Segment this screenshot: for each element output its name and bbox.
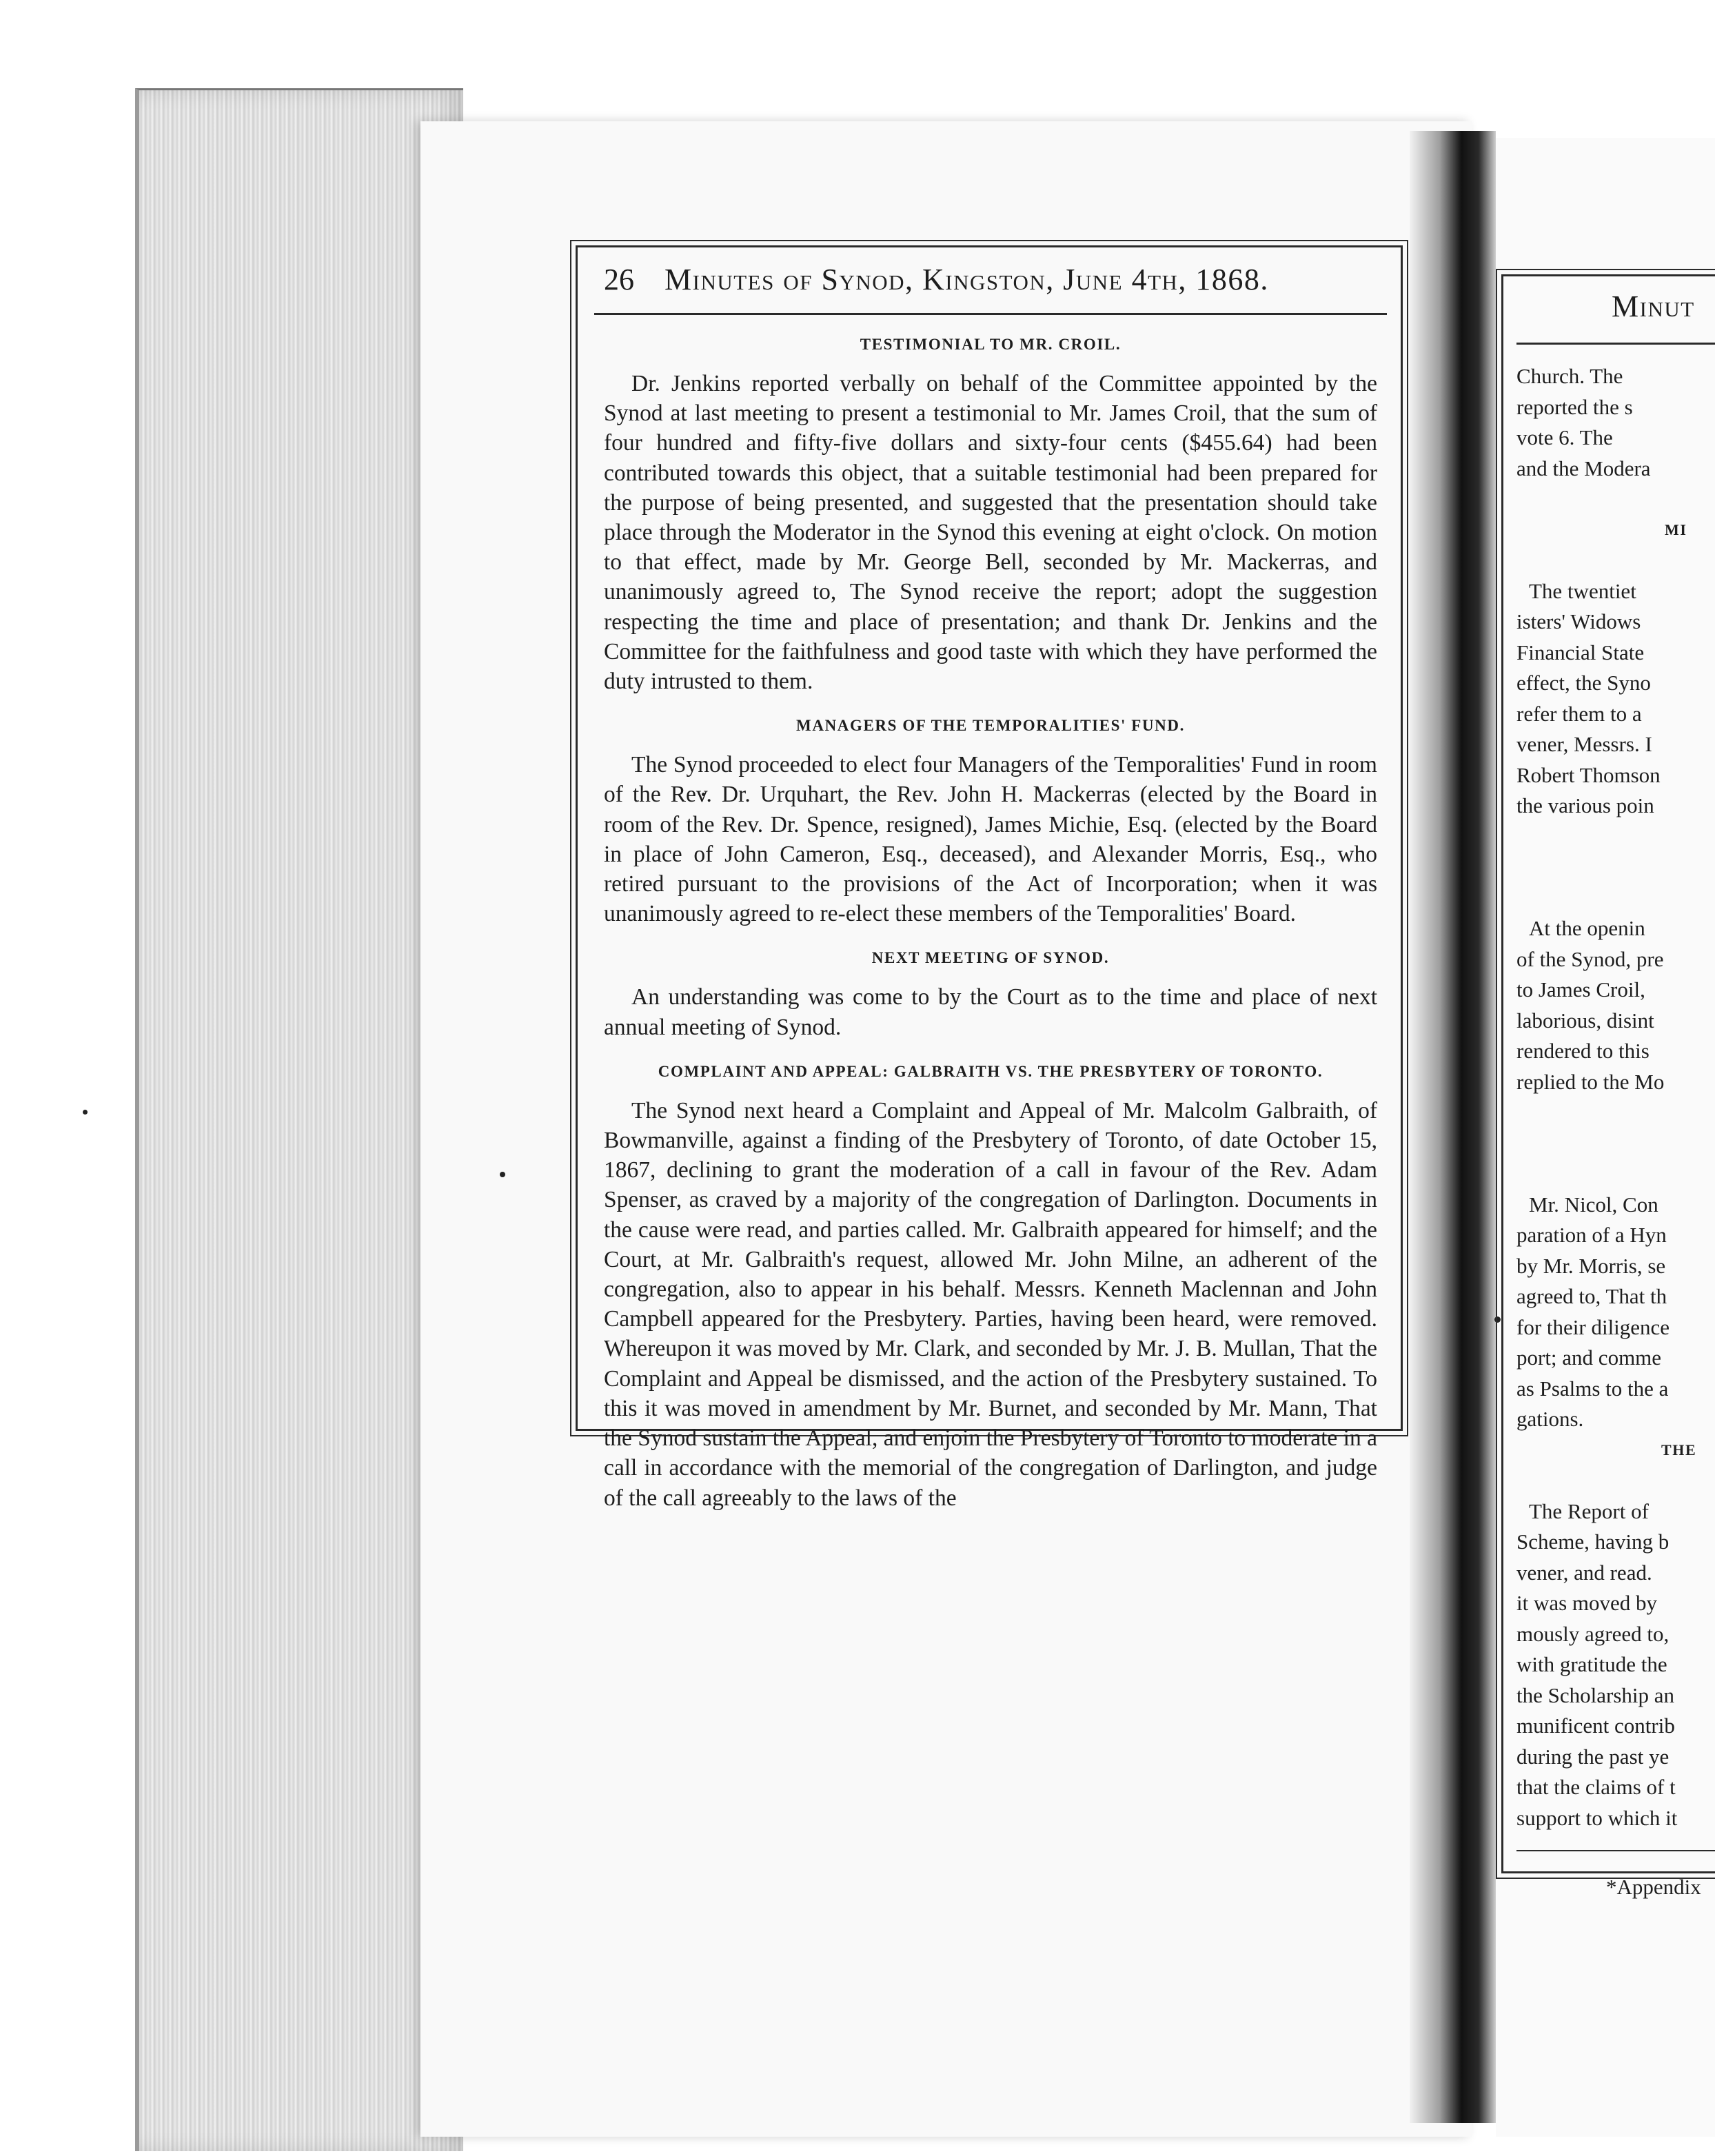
facing-page-line: and the Modera xyxy=(1516,456,1651,480)
page-body xyxy=(604,259,1377,1531)
section-heading: COMPLAINT AND APPEAL: GALBRAITH VS. THE PRESBYTERY OF TORONTO. xyxy=(658,1062,1323,1080)
section-heading: TESTIMONIAL TO MR. CROIL. xyxy=(860,336,1122,353)
facing-page-line xyxy=(1516,883,1715,914)
facing-page-line xyxy=(1516,852,1715,883)
facing-page-line: during the past ye xyxy=(1516,1744,1670,1769)
running-title: Minutes of Synod, Kingston, June 4th, 1868. xyxy=(664,263,1269,296)
facing-page-line: reported the s xyxy=(1516,394,1633,419)
facing-page-line: vener, and read. xyxy=(1516,1560,1652,1585)
facing-page-line: Robert Thomson xyxy=(1516,762,1661,787)
facing-running-head: Minut xyxy=(1516,286,1715,345)
facing-page-line: The twentiet xyxy=(1529,578,1636,603)
facing-page-line: as Psalms to the a xyxy=(1516,1376,1669,1401)
facing-page-line: refer them to a xyxy=(1516,701,1642,726)
facing-page-line: replied to the Mo xyxy=(1516,1069,1665,1094)
facing-page-line: THE xyxy=(1661,1441,1697,1458)
ink-speck xyxy=(83,1110,88,1115)
facing-page-line: munificent contrib xyxy=(1516,1713,1675,1738)
facing-page-line: port; and comme xyxy=(1516,1345,1662,1370)
facing-page-line: paration of a Hyn xyxy=(1516,1223,1667,1247)
facing-page-line: for their diligence xyxy=(1516,1314,1670,1339)
section-managers xyxy=(604,714,1377,928)
page-number: 26 xyxy=(604,263,634,296)
facing-page-line: to James Croil, xyxy=(1516,977,1645,1001)
footnote-rule xyxy=(1516,1850,1715,1851)
ink-speck xyxy=(1494,1316,1501,1323)
section-next-meeting xyxy=(604,946,1377,1041)
facing-page-line: support to which it xyxy=(1516,1805,1678,1830)
facing-page-line: the various poin xyxy=(1516,793,1654,817)
facing-page-line: Church. The xyxy=(1516,364,1623,388)
facing-page-line: vote 6. The xyxy=(1516,425,1613,449)
facing-page-line xyxy=(1516,1128,1715,1159)
facing-page-line: by Mr. Morris, se xyxy=(1516,1253,1666,1278)
facing-page-line: the Scholarship an xyxy=(1516,1682,1675,1707)
facing-page-line: Scheme, having b xyxy=(1516,1529,1670,1554)
facing-page-line: MI xyxy=(1665,520,1687,538)
facing-page-line xyxy=(1516,1097,1715,1128)
running-head xyxy=(594,259,1387,315)
paragraph: The Synod next heard a Complaint and Appeal of Mr. Malcolm Galbraith, of Bowmanville, against a finding of the Presbytery of Toronto, of date October 15, 1867, declining to grant the moderation of a call in favour of the Rev. Adam Spenser, as craved by a majority of the congregation of Darlington. Documents in the cause were read, and parties called. Mr. Galbraith appeared for himself; and the Court, at Mr. Galbraith's request, allowed Mr. John Milne, an adherent of the congregation, also to appear in his behalf. Messrs. Kenneth Maclennan and John Campbell appeared for the Presbytery. Parties, having been heard, were removed. Whereupon it was moved by Mr. Clark, and seconded by Mr. J. B. Mullan, That the Complaint and Appeal be dismissed, and the action of the Presbytery sustained. To this it was moved in amendment by Mr. Burnet, and seconded by Mr. Mann, That the Synod sustain the Appeal, and enjoin the Presbytery of Toronto to moderate in a call in accordance with the memorial of the congregation of Darlington, and judge of the call agreeably to the laws of the xyxy=(604,1097,1377,1511)
section-testimonial xyxy=(604,333,1377,696)
facing-page-line xyxy=(1516,484,1715,515)
facing-page-line xyxy=(1516,1159,1715,1190)
facing-page-lines xyxy=(1516,361,1715,1833)
paragraph: Dr. Jenkins reported verbally on behalf of the Committee appointed by the Synod at last meeting to present a testimonial to Mr. James Croil, that the sum of four hundred and fifty-five dollars and sixty-four cents ($455.64) had been contributed towards this object, that a suitable testimonial had been prepared for the purpose of being presented, and suggested that the presentation should take place through the Moderator in the Synod this evening at eight o'clock. On motion to that effect, made by Mr. George Bell, seconded by Mr. Mackerras, and unanimously agreed to, The Synod receive the report; adopt the suggestion respecting the time and place of presentation; and thank Dr. Jenkins and the Committee for the faithfulness and good taste with which they have performed the duty intrusted to them. xyxy=(604,371,1377,695)
facing-page-line: rendered to this xyxy=(1516,1039,1650,1063)
book-page-edges xyxy=(135,88,463,2151)
paragraph: The Synod proceeded to elect four Managers of the Temporalities' Fund in room of the Rev. Dr. Urquhart, the Rev. John H. Mackerras (elected by the Board in room of the Rev. Dr. Spence, resigned), James Michie, Esq. (elected by the Board in place of John Cameron, Esq., deceased), and Alexander Morris, Esq., who retired pursuant to the provisions of the Act of Incorporation; when it was unanimously agreed to re-elect these members of the Temporalities' Board. xyxy=(604,752,1377,927)
facing-page-line: that the claims of t xyxy=(1516,1775,1676,1799)
facing-page-line xyxy=(1516,822,1715,853)
facing-page-line xyxy=(1516,1465,1715,1496)
section-heading: MANAGERS OF THE TEMPORALITIES' FUND. xyxy=(796,717,1185,735)
section-heading: NEXT MEETING OF SYNOD. xyxy=(871,949,1110,967)
facing-page-line: laborious, disint xyxy=(1516,1008,1654,1033)
book-gutter xyxy=(1410,131,1496,2123)
facing-page-body xyxy=(1516,286,1715,1903)
facing-page-line: vener, Messrs. I xyxy=(1516,732,1652,756)
facing-page-line: of the Synod, pre xyxy=(1516,946,1664,971)
facing-page-line: mously agreed to, xyxy=(1516,1621,1670,1646)
facing-page-line: effect, the Syno xyxy=(1516,671,1651,695)
ink-speck xyxy=(500,1172,505,1177)
facing-page-line: gations. xyxy=(1516,1407,1584,1431)
facing-page-line: The Report of xyxy=(1529,1498,1649,1523)
facing-page-line: with gratitude the xyxy=(1516,1652,1667,1676)
facing-footnote: *Appendix xyxy=(1606,1875,1701,1899)
facing-page-line: agreed to, That th xyxy=(1516,1284,1667,1308)
facing-page-line: Mr. Nicol, Con xyxy=(1529,1192,1658,1217)
facing-page-line: At the openin xyxy=(1529,916,1645,940)
facing-page-line: Financial State xyxy=(1516,640,1645,664)
paragraph: An understanding was come to by the Court as to the time and place of next annual meeting of Synod. xyxy=(604,984,1377,1040)
facing-page-line: it was moved by xyxy=(1516,1591,1658,1615)
facing-page-line xyxy=(1516,545,1715,576)
section-complaint-appeal xyxy=(604,1060,1377,1513)
facing-page-line: isters' Widows xyxy=(1516,609,1641,633)
